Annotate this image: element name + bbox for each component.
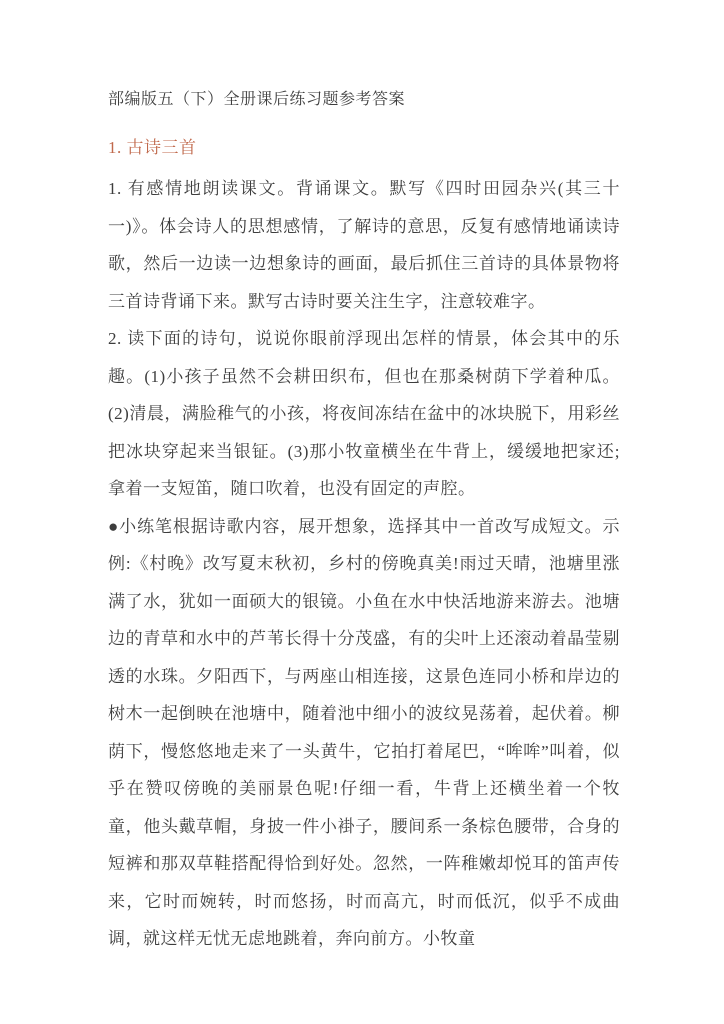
section-heading-lesson-1: 1. 古诗三首 (108, 138, 197, 157)
paragraph-answer-1: 1. 有感情地朗读课文。背诵课文。默写《四时田园杂兴(其三十一)》。体会诗人的思想感情，了解诗的意思，反复有感情地诵读诗歌，然后一边读一边想象诗的画面，最后抓住三首诗的具体景物将三首诗背诵下来。默写古诗时要关注生字，注意较难字。 (108, 179, 620, 311)
document-title: 部编版五（下）全册课后练习题参考答案 (108, 91, 406, 108)
paragraph-mini-essay-example: ●小练笔根据诗歌内容，展开想象，选择其中一首改写成短文。示例:《村晚》改写夏末秋初，乡村的傍晚真美!雨过天晴，池塘里涨满了水，犹如一面硕大的银镜。小鱼在水中快活地游来游去。池塘边的青草和水中的芦苇长得十分茂盛，有的尖叶上还滚动着晶莹剔透的水珠。夕阳西下，与两座山相连接，这景色连同小桥和岸边的树木一起倒映在池塘中，随着池中细小的波纹晃荡着，起伏着。柳荫下，慢悠悠地走来了一头黄牛，它拍打着尾巴，“哞哞”叫着，似乎在赞叹傍晚的美丽景色呢!仔细一看，牛背上还横坐着一个牧童，他头戴草帽，身披一件小褂子，腰间系一条棕色腰带，合身的短裤和那双草鞋搭配得恰到好处。忽然，一阵稚嫩却悦耳的笛声传来，它时而婉转，时而悠扬，时而高亢，时而低沉，似乎不成曲调，就这样无忧无虑地跳着，奔向前方。小牧童 (108, 516, 620, 948)
paragraph-answer-2: 2. 读下面的诗句，说说你眼前浮现出怎样的情景，体会其中的乐趣。(1)小孩子虽然不会耕田织布，但也在那桑树荫下学着种瓜。(2)清晨，满脸稚气的小孩，将夜间冻结在盆中的冰块脱下，用彩丝把冰块穿起来当银钲。(3)那小牧童横坐在牛背上，缓缓地把家还;拿着一支短笛，随口吹着，也没有固定的声腔。 (108, 329, 620, 498)
